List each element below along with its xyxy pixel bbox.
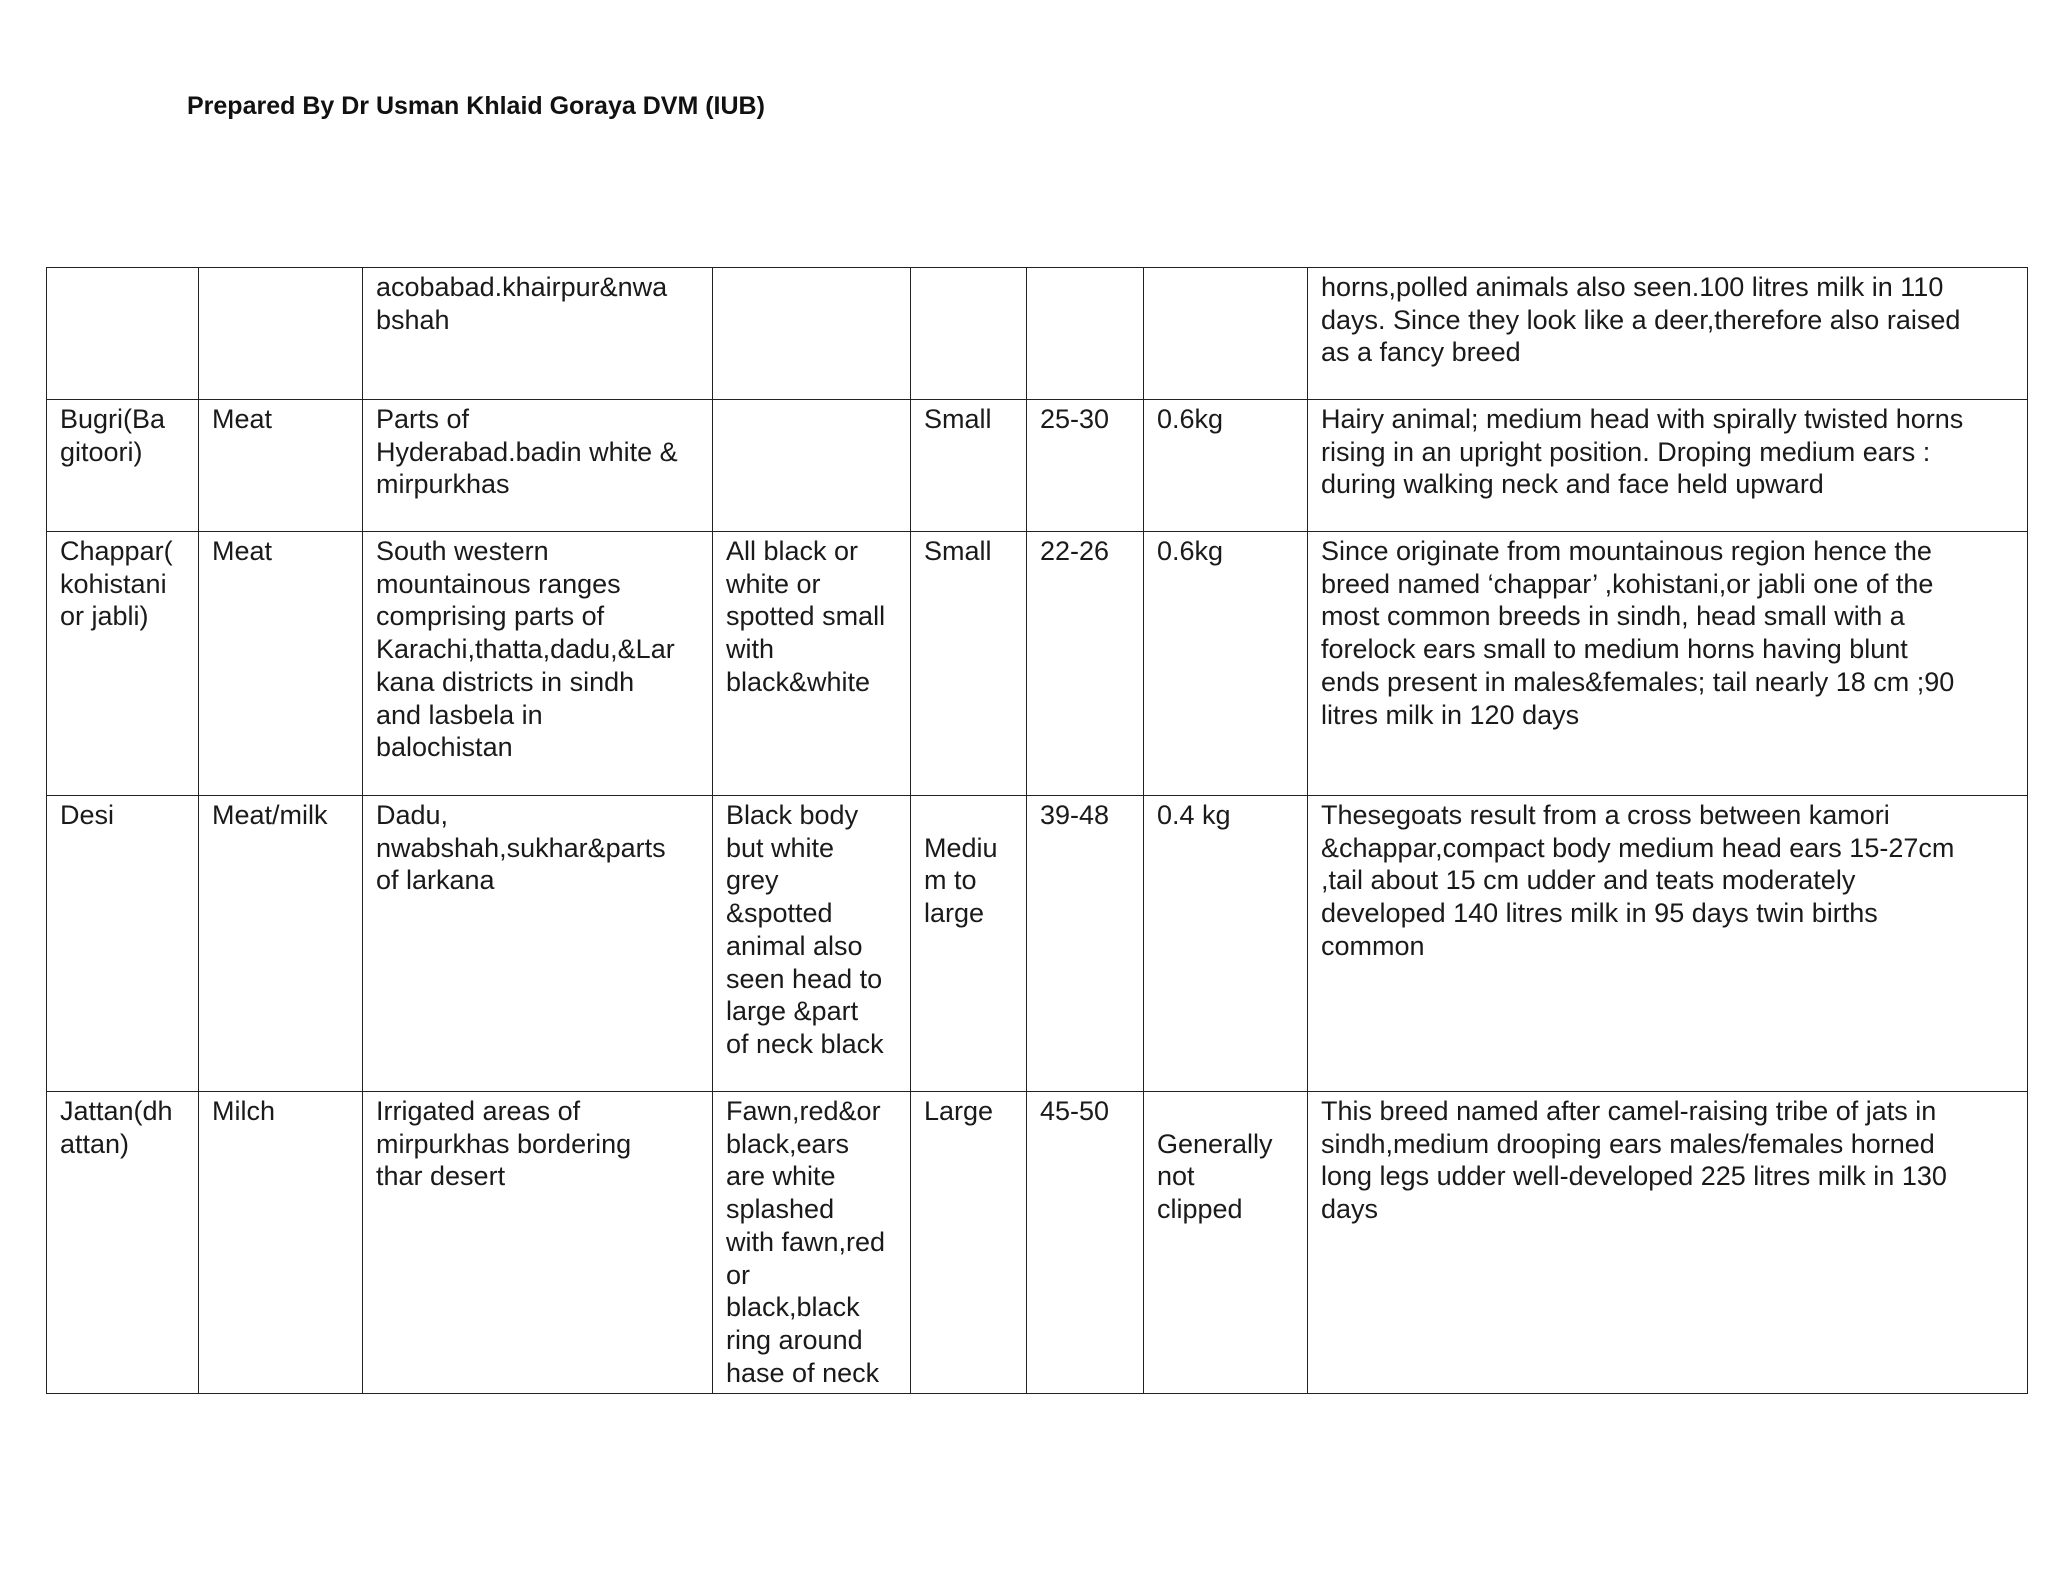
remarks-cell: Hairy animal; medium head with spirally twisted horns rising in an upright position. Droping medium ears : during walking neck and face held upward [1308, 400, 2028, 532]
utility-cell [199, 268, 363, 400]
weight-cell: 39-48 [1027, 796, 1144, 1092]
horns-cell [1144, 268, 1308, 400]
colour-cell: Black body but white grey &spotted animal also seen head to large &part of neck black [713, 796, 911, 1092]
location-cell: Parts of Hyderabad.badin white & mirpurkhas [363, 400, 713, 532]
location-cell: Irrigated areas of mirpurkhas bordering thar desert [363, 1092, 713, 1394]
size-cell: Small [911, 532, 1027, 796]
remarks-cell: Since originate from mountainous region hence the breed named ‘chappar’ ,kohistani,or jabli one of the most common breeds in sindh, head small with a forelock ears small to medium horns having blunt ends present in males&females; tail nearly 18 cm ;90 litres milk in 120 days [1308, 532, 2028, 796]
page-header: Prepared By Dr Usman Khlaid Goraya DVM (IUB) [187, 92, 765, 120]
colour-cell: All black or white or spotted small with black&white [713, 532, 911, 796]
breed-cell: Desi [47, 796, 199, 1092]
weight-cell: 25-30 [1027, 400, 1144, 532]
table-row [47, 400, 2028, 532]
weight-cell: 22-26 [1027, 532, 1144, 796]
size-cell: Mediu m to large [911, 796, 1027, 1092]
breed-cell: Bugri(Ba gitoori) [47, 400, 199, 532]
colour-cell: Fawn,red&or black,ears are white splashed with fawn,red or black,black ring around hase of neck [713, 1092, 911, 1394]
colour-cell [713, 268, 911, 400]
table-row [47, 532, 2028, 796]
weight-cell: 45-50 [1027, 1092, 1144, 1394]
breed-cell [47, 268, 199, 400]
utility-cell: Meat/milk [199, 796, 363, 1092]
table-row [47, 268, 2028, 400]
size-cell [911, 268, 1027, 400]
utility-cell: Milch [199, 1092, 363, 1394]
remarks-cell: horns,polled animals also seen.100 litres milk in 110 days. Since they look like a deer,therefore also raised as a fancy breed [1308, 268, 2028, 400]
horns-cell: 0.6kg [1144, 400, 1308, 532]
utility-cell: Meat [199, 532, 363, 796]
breed-table [46, 267, 2028, 1394]
remarks-cell: Thesegoats result from a cross between kamori &chappar,compact body medium head ears 15-27cm ,tail about 15 cm udder and teats moderately developed 140 litres milk in 95 days twin births common [1308, 796, 2028, 1092]
horns-cell: 0.4 kg [1144, 796, 1308, 1092]
utility-cell: Meat [199, 400, 363, 532]
location-cell: South western mountainous ranges comprising parts of Karachi,thatta,dadu,&Lar kana districts in sindh and lasbela in balochistan [363, 532, 713, 796]
location-cell: Dadu, nwabshah,sukhar&parts of larkana [363, 796, 713, 1092]
weight-cell [1027, 268, 1144, 400]
size-cell: Small [911, 400, 1027, 532]
colour-cell [713, 400, 911, 532]
table-row [47, 796, 2028, 1092]
size-cell: Large [911, 1092, 1027, 1394]
breed-cell: Chappar( kohistani or jabli) [47, 532, 199, 796]
breed-cell: Jattan(dh attan) [47, 1092, 199, 1394]
location-cell: acobabad.khairpur&nwa bshah [363, 268, 713, 400]
table-row [47, 1092, 2028, 1394]
remarks-cell: This breed named after camel-raising tribe of jats in sindh,medium drooping ears males/females horned long legs udder well-developed 225 litres milk in 130 days [1308, 1092, 2028, 1394]
horns-cell: 0.6kg [1144, 532, 1308, 796]
horns-cell: Generally not clipped [1144, 1092, 1308, 1394]
